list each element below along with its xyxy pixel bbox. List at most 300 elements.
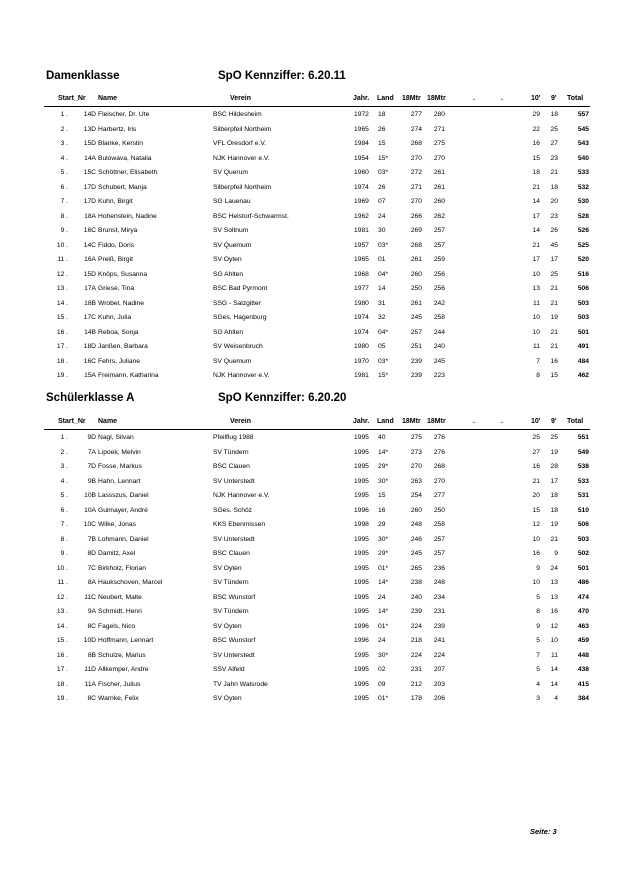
cell-jahr: 1969 — [354, 198, 369, 205]
cell-name: Neubert, Malte — [98, 593, 142, 601]
cell-land: 01 — [378, 256, 386, 263]
cell-total: 520 — [577, 256, 589, 263]
cell-score-18m-2: 239 — [433, 622, 445, 630]
cell-count-10: 10 — [532, 314, 540, 321]
cell-count-9: 9 — [554, 550, 558, 557]
cell-total: 557 — [577, 111, 589, 118]
cell-placement: 13 . — [56, 285, 68, 292]
cell-land: 04* — [378, 270, 389, 278]
cell-jahr: 1995 — [354, 579, 369, 586]
cell-name: Schöttner, Elisabeth — [98, 169, 158, 176]
cell-placement: 6 . — [60, 506, 68, 514]
cell-start-nr: 8B — [87, 651, 96, 659]
cell-start-nr: 16C — [83, 357, 96, 365]
cell-score-18m-2: 275 — [433, 140, 445, 147]
cell-name: Harbertz, Iris — [98, 125, 137, 133]
cell-name: Guimayer, André — [98, 506, 148, 514]
cell-verein: SG Lauenau — [213, 198, 251, 205]
table-row — [0, 355, 620, 370]
cell-score-18m-1: 263 — [410, 477, 422, 485]
cell-verein: SV Querum — [213, 169, 248, 176]
table-row — [0, 605, 620, 620]
cell-jahr: 1998 — [354, 521, 369, 528]
cell-total: 448 — [577, 651, 589, 659]
header-18mtr-2: 18Mtr — [427, 95, 446, 102]
cell-start-nr: 15D — [83, 140, 96, 147]
cell-score-18m-1: 270 — [410, 198, 422, 205]
header-nine: 9' — [551, 95, 557, 102]
cell-placement: 3 . — [60, 140, 68, 147]
cell-start-nr: 15C — [83, 169, 96, 176]
cell-jahr: 1980 — [354, 299, 369, 307]
cell-score-18m-1: 246 — [410, 535, 422, 543]
cell-score-18m-1: 271 — [410, 183, 422, 191]
cell-count-10: 16 — [532, 550, 540, 557]
cell-score-18m-1: 277 — [410, 111, 422, 118]
cell-count-9: 13 — [550, 579, 558, 586]
header-name: Name — [98, 418, 118, 425]
cell-placement: 17 . — [56, 666, 68, 673]
cell-jahr: 1995 — [354, 680, 369, 688]
cell-score-18m-2: 277 — [433, 492, 445, 499]
cell-verein: SV Unterstedt — [213, 477, 255, 485]
cell-count-10: 8 — [536, 372, 540, 379]
header-start-nr: Start_Nr — [58, 95, 86, 102]
table-row — [0, 634, 620, 649]
cell-land: 30* — [378, 651, 389, 659]
cell-score-18m-2: 258 — [433, 521, 445, 528]
cell-name: Freimann, Katharina — [98, 372, 159, 379]
cell-placement: 5 . — [60, 169, 68, 176]
cell-count-10: 3 — [536, 695, 540, 702]
cell-total: 545 — [577, 125, 589, 133]
cell-count-9: 21 — [550, 285, 558, 292]
cell-jahr: 1977 — [354, 285, 369, 292]
cell-jahr: 1995 — [354, 448, 369, 456]
cell-total: 549 — [577, 448, 589, 456]
table-row — [0, 282, 620, 297]
cell-score-18m-2: 270 — [433, 154, 445, 162]
cell-start-nr: 14D — [83, 111, 96, 118]
cell-jahr: 1995 — [354, 550, 369, 557]
table-row — [0, 649, 620, 664]
cell-jahr: 1965 — [354, 256, 369, 263]
cell-score-18m-2: 223 — [433, 372, 445, 379]
cell-jahr: 1995 — [354, 492, 369, 499]
cell-start-nr: 13D — [83, 125, 96, 133]
cell-count-10: 27 — [532, 448, 540, 456]
cell-count-10: 5 — [536, 666, 540, 673]
cell-land: 29* — [378, 550, 389, 557]
cell-count-10: 17 — [532, 256, 540, 263]
cell-count-9: 18 — [550, 183, 558, 191]
cell-land: 15 — [378, 140, 386, 147]
cell-score-18m-1: 270 — [410, 463, 422, 470]
cell-start-nr: 17D — [83, 198, 96, 205]
cell-total: 528 — [577, 212, 589, 220]
cell-count-9: 21 — [550, 299, 558, 307]
cell-score-18m-2: 248 — [433, 579, 445, 586]
header-divider — [44, 106, 590, 107]
cell-name: Kuhn, Julia — [98, 314, 132, 321]
cell-score-18m-2: 203 — [433, 680, 445, 688]
table-row — [0, 340, 620, 355]
cell-score-18m-2: 236 — [433, 564, 445, 572]
header-divider — [44, 429, 590, 430]
cell-land: 30* — [378, 477, 389, 485]
cell-score-18m-1: 266 — [410, 212, 422, 220]
table-row — [0, 181, 620, 196]
cell-score-18m-1: 239 — [410, 608, 422, 615]
table-row — [0, 547, 620, 562]
cell-verein: SV Soltnum — [213, 227, 249, 234]
cell-score-18m-1: 212 — [410, 680, 422, 688]
cell-score-18m-2: 231 — [433, 608, 445, 615]
cell-placement: 2 . — [60, 448, 68, 456]
table-row — [0, 253, 620, 268]
cell-land: 29* — [378, 463, 389, 470]
cell-jahr: 1981 — [354, 372, 369, 379]
cell-count-10: 21 — [532, 477, 540, 485]
cell-count-10: 7 — [536, 357, 540, 365]
cell-score-18m-2: 257 — [433, 241, 445, 249]
table-row — [0, 123, 620, 138]
cell-start-nr: 11C — [84, 593, 96, 601]
header-jahr: Jahr. — [353, 418, 370, 425]
cell-jahr: 1995 — [354, 651, 369, 659]
cell-count-9: 27 — [550, 140, 558, 147]
header-dot-1: . — [473, 418, 475, 425]
cell-verein: SV Oyten — [213, 564, 242, 572]
cell-land: 03* — [378, 241, 389, 249]
cell-jahr: 1995 — [354, 434, 369, 441]
cell-total: 543 — [577, 140, 589, 147]
cell-placement: 14 . — [56, 622, 68, 630]
cell-placement: 11 . — [57, 256, 68, 263]
cell-name: Lassszus, Daniel — [98, 492, 149, 499]
cell-score-18m-1: 218 — [410, 637, 422, 644]
cell-total: 506 — [577, 285, 589, 292]
cell-land: 15* — [378, 154, 389, 162]
cell-land: 30 — [378, 227, 386, 234]
cell-count-9: 21 — [550, 343, 558, 350]
cell-score-18m-1: 231 — [410, 666, 422, 673]
cell-placement: 15 . — [56, 314, 68, 321]
cell-total: 510 — [577, 506, 589, 514]
cell-score-18m-1: 273 — [410, 448, 422, 456]
cell-start-nr: 16A — [84, 256, 96, 263]
cell-name: Knöps, Susanna — [98, 270, 148, 278]
cell-start-nr: 10B — [84, 492, 96, 499]
spo-kennziffer: SpO Kennziffer: 6.20.11 — [218, 70, 346, 82]
cell-placement: 15 . — [56, 637, 68, 644]
cell-count-9: 21 — [550, 328, 558, 336]
table-row — [0, 460, 620, 475]
cell-verein: SSV Alfeld — [213, 666, 245, 673]
cell-count-9: 18 — [550, 506, 558, 514]
cell-score-18m-1: 265 — [410, 564, 422, 572]
cell-jahr: 1960 — [354, 169, 369, 176]
cell-count-9: 21 — [550, 535, 558, 543]
cell-total: 474 — [577, 593, 589, 601]
cell-score-18m-2: 270 — [433, 477, 445, 485]
cell-total: 551 — [577, 434, 589, 441]
cell-land: 14* — [378, 608, 389, 615]
cell-count-10: 18 — [532, 169, 540, 176]
cell-start-nr: 17A — [84, 285, 96, 292]
cell-score-18m-1: 239 — [410, 357, 422, 365]
cell-placement: 11 . — [57, 579, 68, 586]
cell-count-9: 13 — [550, 593, 558, 601]
cell-name: Fiddo, Doris — [98, 241, 135, 249]
cell-total: 484 — [577, 357, 589, 365]
cell-count-10: 4 — [536, 680, 540, 688]
table-row — [0, 678, 620, 693]
cell-placement: 12 . — [56, 593, 68, 601]
cell-start-nr: 7A — [87, 448, 96, 456]
cell-score-18m-1: 261 — [410, 256, 422, 263]
cell-verein: SV Quemum — [213, 241, 252, 249]
cell-score-18m-2: 261 — [433, 169, 445, 176]
cell-verein: SV Weisenbruch — [213, 343, 263, 350]
header-start-nr: Start_Nr — [58, 418, 86, 425]
cell-total: 533 — [577, 169, 589, 176]
page-number: Seite: 3 — [530, 827, 557, 836]
cell-score-18m-2: 261 — [433, 183, 445, 191]
cell-count-9: 11 — [551, 651, 558, 659]
cell-score-18m-2: 240 — [433, 343, 445, 350]
cell-name: Hohenstein, Nadine — [98, 212, 157, 220]
cell-name: Schmidt, Henri — [98, 608, 142, 615]
cell-total: 526 — [577, 227, 589, 234]
cell-total: 525 — [577, 241, 589, 249]
cell-land: 09 — [378, 680, 386, 688]
table-row — [0, 108, 620, 123]
cell-total: 532 — [577, 183, 589, 191]
cell-count-10: 22 — [532, 125, 540, 133]
header-verein: Verein — [230, 95, 252, 102]
cell-verein: BSC Wunstorf — [213, 593, 256, 601]
cell-name: Bulowava, Natalia — [98, 154, 152, 162]
cell-start-nr: 9A — [87, 608, 96, 615]
cell-land: 15* — [378, 372, 389, 379]
table-row — [0, 489, 620, 504]
cell-score-18m-1: 268 — [410, 140, 422, 147]
header-dot-2: . — [501, 418, 503, 425]
cell-score-18m-2: 242 — [433, 299, 445, 307]
cell-count-9: 25 — [550, 270, 558, 278]
cell-count-9: 14 — [550, 666, 558, 673]
cell-score-18m-1: 245 — [410, 314, 422, 321]
cell-name: Fleischer, Dr. Ute — [98, 111, 150, 118]
cell-jahr: 1996 — [354, 622, 369, 630]
cell-count-10: 10 — [532, 535, 540, 543]
cell-verein: SSG - Salzgitter — [213, 299, 261, 307]
cell-placement: 2 . — [60, 125, 68, 133]
table-row — [0, 137, 620, 152]
header-total: Total — [567, 95, 584, 102]
cell-placement: 7 . — [60, 198, 68, 205]
cell-start-nr: 7D — [87, 463, 96, 470]
cell-jahr: 1957 — [354, 241, 369, 249]
cell-score-18m-1: 270 — [410, 154, 422, 162]
cell-total: 502 — [577, 550, 589, 557]
cell-score-18m-2: 245 — [433, 357, 445, 365]
cell-count-10: 16 — [532, 140, 540, 147]
header-name: Name — [98, 95, 118, 102]
spo-kennziffer: SpO Kennziffer: 6.20.20 — [218, 392, 347, 404]
cell-placement: 19 . — [56, 372, 68, 379]
header-total: Total — [567, 418, 584, 425]
cell-count-9: 10 — [550, 637, 558, 644]
cell-count-9: 19 — [550, 314, 558, 321]
cell-placement: 9 . — [60, 550, 68, 557]
cell-start-nr: 17D — [83, 183, 96, 191]
cell-placement: 1 . — [60, 434, 68, 441]
cell-jahr: 1970 — [354, 357, 369, 365]
cell-name: Kuhn, Birgit — [98, 198, 133, 205]
header-dot-2: . — [501, 95, 503, 102]
cell-score-18m-1: 269 — [410, 227, 422, 234]
cell-placement: 7 . — [60, 521, 68, 528]
cell-verein: BSC Bad Pyrmont — [213, 285, 268, 292]
cell-placement: 17 . — [56, 343, 68, 350]
cell-count-10: 10 — [532, 270, 540, 278]
cell-verein: TV Jahn Walsrode — [213, 680, 268, 688]
table-row — [0, 166, 620, 181]
cell-score-18m-1: 268 — [410, 241, 422, 249]
table-row — [0, 311, 620, 326]
cell-land: 26 — [378, 183, 386, 191]
cell-start-nr: 14C — [83, 241, 96, 249]
table-row — [0, 369, 620, 384]
cell-jahr: 1972 — [354, 111, 369, 118]
cell-verein: BSC Clauen — [213, 463, 250, 470]
cell-land: 14 — [378, 285, 386, 292]
cell-score-18m-2: 271 — [433, 125, 445, 133]
cell-verein: SV Tündern — [213, 579, 249, 586]
cell-score-18m-1: 224 — [410, 622, 422, 630]
cell-total: 438 — [577, 666, 589, 673]
table-row — [0, 518, 620, 533]
cell-score-18m-2: 257 — [433, 550, 445, 557]
cell-score-18m-2: 241 — [433, 637, 445, 644]
table-row — [0, 533, 620, 548]
cell-land: 40 — [378, 434, 386, 441]
cell-score-18m-1: 238 — [410, 579, 422, 586]
cell-score-18m-2: 259 — [433, 256, 445, 263]
cell-name: Schulze, Marius — [98, 651, 146, 659]
cell-start-nr: 8C — [87, 695, 96, 702]
cell-total: 501 — [577, 564, 589, 572]
cell-land: 05 — [378, 343, 386, 350]
cell-total: 486 — [577, 579, 589, 586]
cell-count-10: 16 — [532, 463, 540, 470]
cell-jahr: 1981 — [354, 227, 369, 234]
cell-land: 02 — [378, 666, 386, 673]
cell-score-18m-1: 224 — [410, 651, 422, 659]
cell-count-9: 23 — [550, 212, 558, 220]
cell-jahr: 1980 — [354, 343, 369, 350]
cell-count-10: 9 — [536, 622, 540, 630]
results-table — [0, 108, 620, 384]
cell-name: Preiß, Birgit — [98, 256, 133, 263]
cell-count-10: 10 — [532, 579, 540, 586]
cell-name: Warnke, Felix — [98, 695, 139, 702]
cell-count-10: 17 — [532, 212, 540, 220]
table-row — [0, 446, 620, 461]
cell-count-10: 5 — [536, 593, 540, 601]
cell-placement: 5 . — [60, 492, 68, 499]
header-18mtr-1: 18Mtr — [402, 95, 421, 102]
cell-land: 07 — [378, 198, 386, 205]
cell-start-nr: 9D — [87, 434, 96, 441]
cell-start-nr: 10C — [83, 521, 96, 528]
cell-verein: KKS Ebenmissen — [213, 521, 266, 528]
cell-total: 501 — [577, 328, 589, 336]
cell-name: Wrobel, Nadine — [98, 299, 144, 307]
cell-name: Damitz, Axel — [98, 550, 136, 557]
cell-score-18m-2: 207 — [433, 666, 445, 673]
cell-verein: Silberpfeil Northeim — [213, 183, 272, 191]
cell-jahr: 1974 — [354, 183, 369, 191]
cell-placement: 14 . — [56, 299, 68, 307]
cell-start-nr: 18D — [83, 343, 96, 350]
cell-score-18m-1: 245 — [410, 550, 422, 557]
cell-verein: BSC Helstorf-Schwarmst. — [213, 212, 289, 220]
cell-placement: 4 . — [60, 477, 68, 485]
cell-land: 04* — [378, 328, 389, 336]
cell-count-9: 4 — [554, 695, 558, 702]
cell-placement: 18 . — [56, 357, 68, 365]
header-18mtr-2: 18Mtr — [427, 418, 446, 425]
table-row — [0, 562, 620, 577]
cell-start-nr: 10A — [84, 506, 96, 514]
cell-verein: SGes. Schöz — [213, 506, 253, 514]
cell-score-18m-1: 275 — [410, 434, 422, 441]
cell-verein: BSC Clauen — [213, 550, 250, 557]
cell-jahr: 1974 — [354, 328, 369, 336]
cell-score-18m-2: 224 — [433, 651, 445, 659]
cell-name: Lipoek, Melvin — [98, 448, 141, 456]
cell-count-10: 20 — [532, 492, 540, 499]
cell-total: 503 — [577, 299, 589, 307]
cell-name: Nagl, Silvan — [98, 434, 134, 441]
header-land: Land — [377, 95, 394, 102]
cell-total: 463 — [577, 622, 589, 630]
table-row — [0, 239, 620, 254]
cell-start-nr: 8C — [87, 622, 96, 630]
cell-total: 540 — [577, 154, 589, 162]
cell-start-nr: 18A — [84, 212, 96, 220]
cell-start-nr: 7B — [87, 535, 96, 543]
cell-count-10: 11 — [533, 343, 540, 350]
cell-count-10: 14 — [532, 198, 540, 205]
cell-score-18m-1: 257 — [410, 328, 422, 336]
cell-land: 14* — [378, 448, 389, 456]
cell-start-nr: 16C — [83, 227, 96, 234]
cell-name: Fagels, Nico — [98, 622, 136, 630]
cell-count-10: 10 — [532, 328, 540, 336]
cell-score-18m-1: 239 — [410, 372, 422, 379]
cell-jahr: 1974 — [354, 314, 369, 321]
cell-score-18m-1: 274 — [410, 125, 422, 133]
cell-start-nr: 17C — [83, 314, 96, 321]
cell-jahr: 1995 — [354, 608, 369, 615]
cell-placement: 18 . — [56, 680, 68, 688]
cell-jahr: 1995 — [354, 695, 369, 702]
cell-count-9: 18 — [550, 492, 558, 499]
